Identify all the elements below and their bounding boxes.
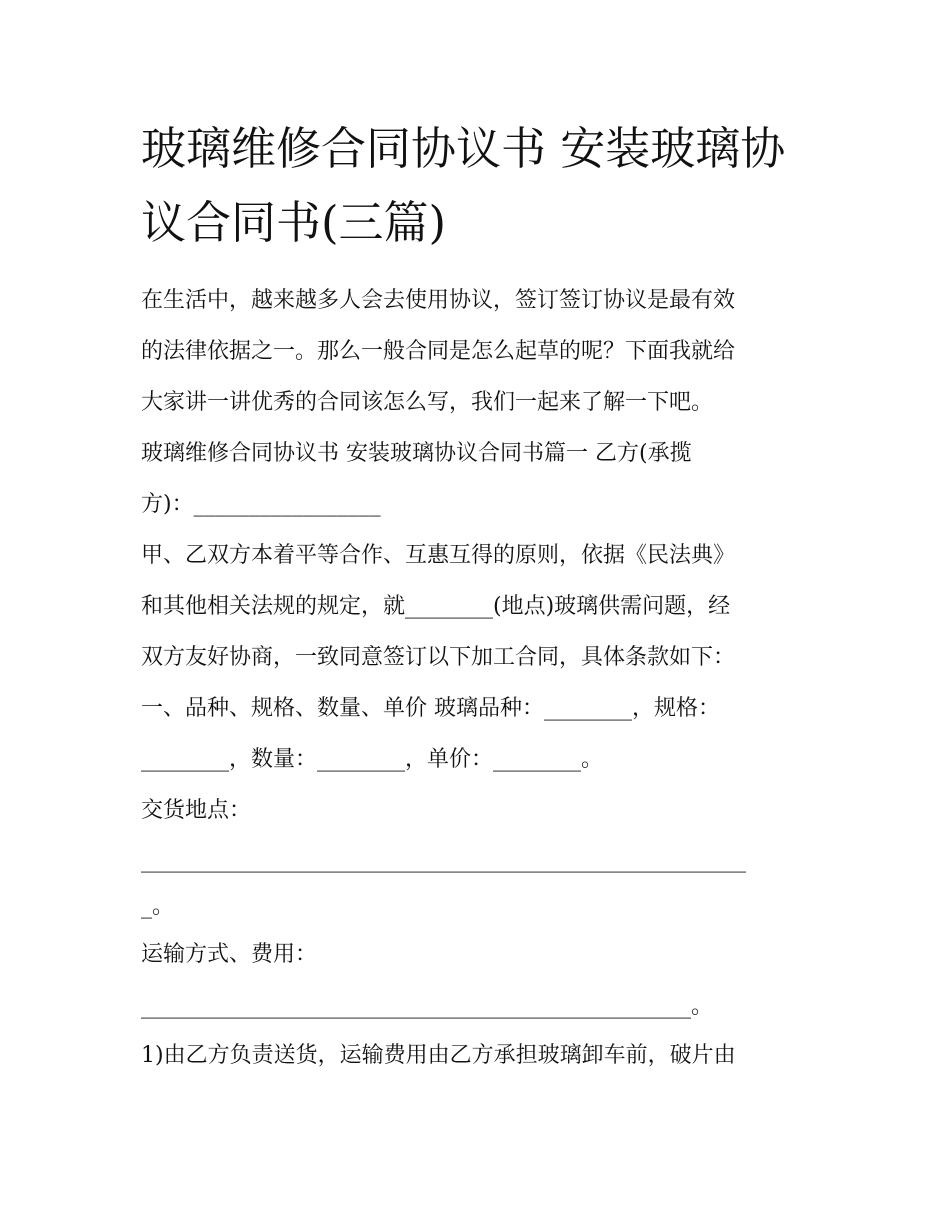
paragraph-line: 双方友好协商，一致同意签订以下加工合同，具体条款如下： bbox=[141, 645, 736, 670]
paragraph-line: 玻璃维修合同协议书 安装玻璃协议合同书篇一 乙方(承揽 bbox=[141, 441, 692, 466]
paragraph-line: 在生活中，越来越多人会去使用协议，签订签订协议是最有效 bbox=[141, 288, 736, 313]
paragraph-line: 大家讲一讲优秀的合同该怎么写，我们一起来了解一下吧。 bbox=[141, 390, 714, 415]
paragraph-line: 甲、乙双方本着平等合作、互惠互得的原则，依据《民法典》 bbox=[141, 543, 736, 568]
paragraph-line: _。 bbox=[141, 894, 175, 919]
paragraph-line: 1)由乙方负责送货，运输费用由乙方承担玻璃卸车前，破片由 bbox=[141, 1043, 736, 1068]
paragraph-line: 运输方式、费用： bbox=[141, 942, 318, 967]
blank-line: _______________________________________________________ bbox=[141, 848, 746, 873]
paragraph-line: 和其他相关法规的规定，就________(地点)玻璃供需问题，经 bbox=[141, 594, 731, 619]
document-title: 玻璃维修合同协议书 安装玻璃协议合同书(三篇) bbox=[141, 122, 786, 249]
paragraph-line: ________，数量：________，单价：________。 bbox=[141, 747, 604, 772]
paragraph-line: 交货地点： bbox=[141, 798, 252, 823]
paragraph-line: 的法律依据之一。那么一般合同是怎么起草的呢？下面我就给 bbox=[141, 339, 736, 364]
paragraph-line: 一、品种、规格、数量、单价 玻璃品种：________，规格： bbox=[141, 696, 720, 721]
blank-line: __________________________________________________。 bbox=[141, 994, 714, 1019]
paragraph-line: 方)：_________________ bbox=[141, 492, 381, 517]
